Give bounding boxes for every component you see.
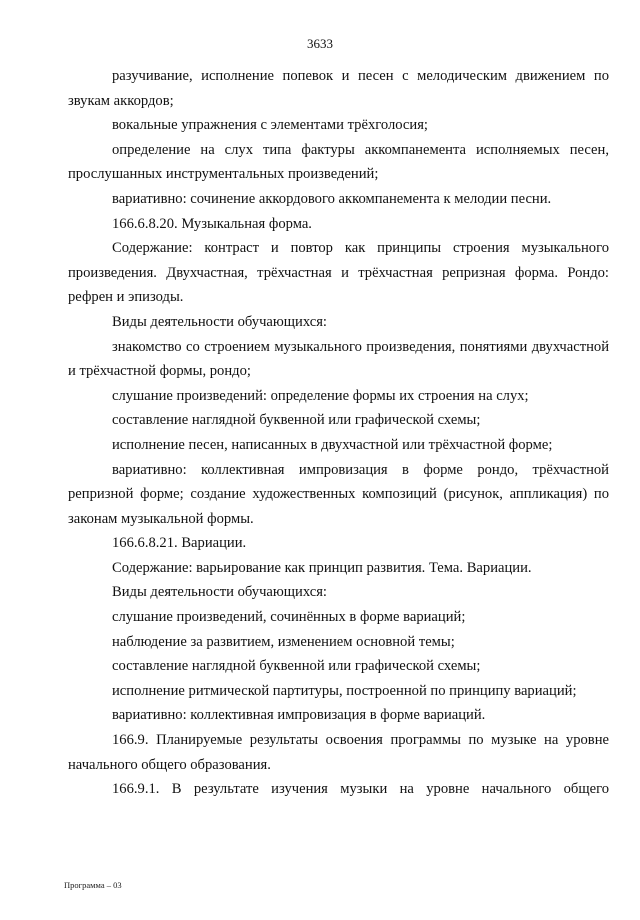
paragraph: определение на слух типа фактуры аккомпанемента исполняемых песен, прослушанных инструментальных произведений; (68, 141, 609, 183)
paragraph: 166.9.1. В результате изучения музыки на уровне начального общего (112, 781, 609, 798)
page-number: 3633 (307, 36, 333, 51)
paragraph: Содержание: варьирование как принцип развития. Тема. Вариации. (112, 559, 532, 576)
paragraph: вариативно: коллективная импровизация в форме рондо, трёхчастной репризной форме; создание художественных композиций (рисунок, аппликация) по законам музыкальной формы. (68, 461, 609, 527)
section-heading: 166.6.8.21. Вариации. (112, 535, 247, 552)
section-heading: 166.9. Планируемые результаты освоения программы по музыке на уровне начального общего образования. (68, 732, 609, 773)
page-footer: Программа – 03 (64, 880, 122, 890)
paragraph: вокальные упражнения с элементами трёхголосия; (112, 117, 428, 134)
paragraph: исполнение песен, написанных в двухчастной или трёхчастной форме; (112, 436, 553, 453)
paragraph: Виды деятельности обучающихся: (112, 584, 327, 601)
paragraph: наблюдение за развитием, изменением основной темы; (112, 633, 455, 650)
paragraph: знакомство со строением музыкального произведения, понятиями двухчастной и трёхчастной формы, рондо; (68, 338, 609, 380)
paragraph: исполнение ритмической партитуры, построенной по принципу вариаций; (112, 682, 577, 699)
paragraph: слушание произведений: определение формы их строения на слух; (112, 387, 529, 404)
paragraph: вариативно: сочинение аккордового аккомпанемента к мелодии песни. (112, 190, 552, 207)
paragraph: разучивание, исполнение попевок и песен с мелодическим движением по звукам аккордов; (68, 68, 609, 109)
paragraph: вариативно: коллективная импровизация в форме вариаций. (112, 707, 486, 724)
paragraph: Виды деятельности обучающихся: (112, 313, 327, 330)
page-body (68, 64, 609, 802)
paragraph: составление наглядной буквенной или графической схемы; (112, 658, 481, 675)
paragraph: составление наглядной буквенной или графической схемы; (112, 412, 481, 429)
paragraph: Содержание: контраст и повтор как принципы строения музыкального произведения. Двухчастная, трёхчастная и трёхчастная репризная форма. Рондо: рефрен и эпизоды. (68, 240, 609, 306)
paragraph: слушание произведений, сочинённых в форме вариаций; (112, 609, 466, 626)
section-heading: 166.6.8.20. Музыкальная форма. (112, 215, 312, 232)
